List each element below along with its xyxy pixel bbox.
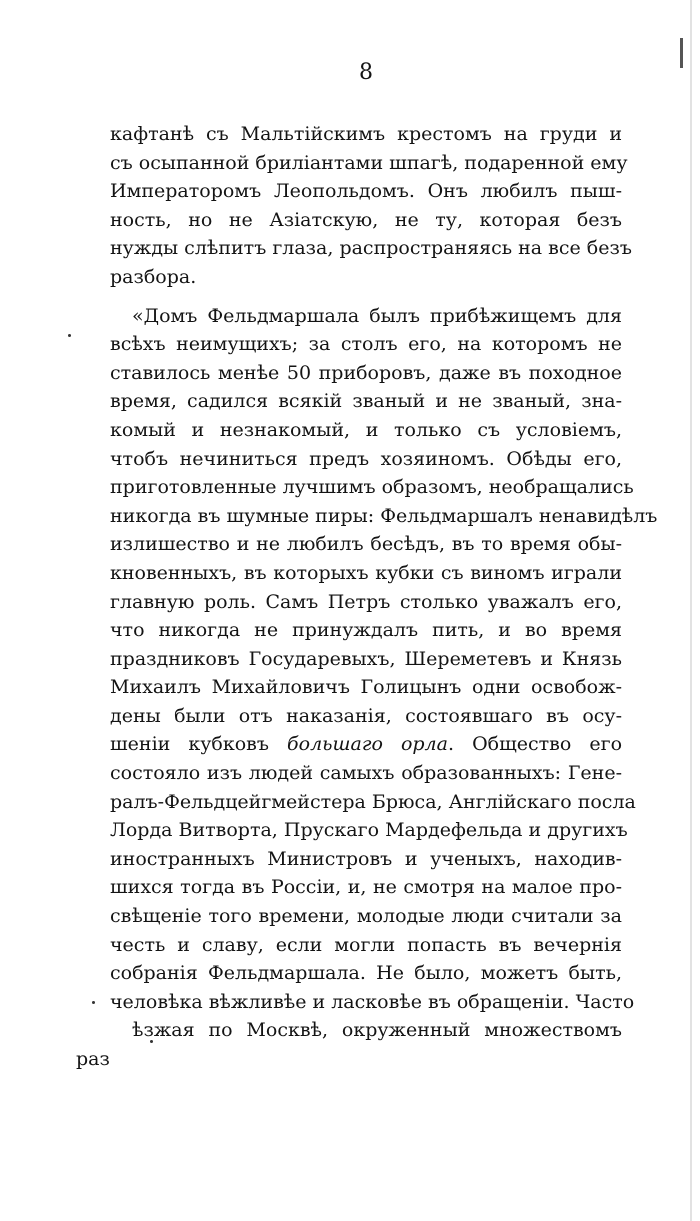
text-line: шихся тогда въ Россіи, и, не смотря на малое про-	[110, 876, 622, 899]
text-line: Михаилъ Михайловичъ Голицынъ одни освобож-	[110, 676, 622, 699]
text-line: ставилось менѣе 50 приборовъ, даже въ походное	[110, 361, 622, 384]
text-line: ѣзжая по Москвѣ, окруженный множествомъ	[132, 1019, 622, 1042]
text-line: съ осыпанной бриліантами шпагѣ, подаренной ему	[110, 151, 628, 174]
catchword: раз	[76, 1048, 110, 1070]
text-line: комый и незнакомый, и только съ условіемъ,	[110, 418, 622, 441]
text-line: разбора.	[110, 265, 197, 288]
italic-phrase: большаго орла	[287, 733, 448, 756]
scan-edge-mark	[680, 38, 683, 68]
page-number: 8	[359, 60, 373, 85]
text-line: время, садился всякій званый и не званый, зна-	[110, 390, 622, 413]
text-line: чтобъ нечиниться предъ хозяиномъ. Обѣды его,	[110, 447, 622, 470]
text-line-italic	[110, 730, 622, 759]
text-line: иностранныхъ Министровъ и ученыхъ, находив-	[110, 847, 622, 870]
text-line: кафтанѣ съ Мальтійскимъ крестомъ на груди и	[110, 123, 622, 145]
text-line: излишество и не любилъ бесѣдъ, въ то время обы-	[110, 533, 622, 556]
text-line: «Домъ Фельдмаршала былъ прибѣжищемъ для	[132, 304, 622, 327]
text-line: честь и славу, если могли попасть въ вечернія	[110, 933, 622, 956]
text-line: ность, но не Азіатскую, не ту, которая безъ	[110, 208, 622, 231]
text-line: праздниковъ Государевыхъ, Шереметевъ и Князь	[110, 647, 622, 670]
scan-speck	[68, 334, 71, 337]
text-line: человѣка вѣжливѣе и ласковѣе въ обращеніи. Часто	[110, 990, 635, 1013]
text-line: дены были отъ наказанія, состоявшаго въ осу-	[110, 704, 622, 727]
scan-edge-line	[690, 0, 692, 1221]
line-text-before: шеніи кубковъ	[110, 733, 288, 756]
text-line: что никогда не принуждалъ пить, и во время	[110, 619, 622, 642]
text-line: Императоромъ Леопольдомъ. Онъ любилъ пыш-	[110, 180, 622, 203]
text-line: кновенныхъ, въ которыхъ кубки съ виномъ играли	[110, 561, 622, 584]
text-line: никогда въ шумные пиры: Фельдмаршалъ ненавидѣлъ	[110, 504, 658, 527]
text-line: всѣхъ неимущихъ; за столъ его, на которомъ не	[110, 333, 622, 356]
text-line: состояло изъ людей самыхъ образованныхъ: Гене-	[110, 762, 622, 785]
text-line: нужды слѣпитъ глаза, распространяясь на все безъ	[110, 237, 632, 260]
text-line: приготовленные лучшимъ образомъ, необращались	[110, 476, 634, 499]
text-line: ралъ-Фельдцейгмейстера Брюса, Англійскаго посла	[110, 790, 636, 813]
text-line: главную роль. Самъ Петръ столько уважалъ его,	[110, 590, 622, 613]
text-line: свѣщеніе того времени, молодые люди считали за	[110, 905, 622, 928]
text-line: Лорда Витворта, Прускаго Мардефельда и другихъ	[110, 819, 628, 842]
text-line: собранія Фельдмаршала. Не было, можетъ быть,	[110, 962, 622, 985]
scan-speck	[92, 1001, 95, 1004]
line-text-after: . Общество его	[447, 733, 623, 756]
paragraph-2	[110, 302, 658, 1045]
book-page	[76, 58, 658, 1074]
paragraph-1	[110, 120, 632, 292]
